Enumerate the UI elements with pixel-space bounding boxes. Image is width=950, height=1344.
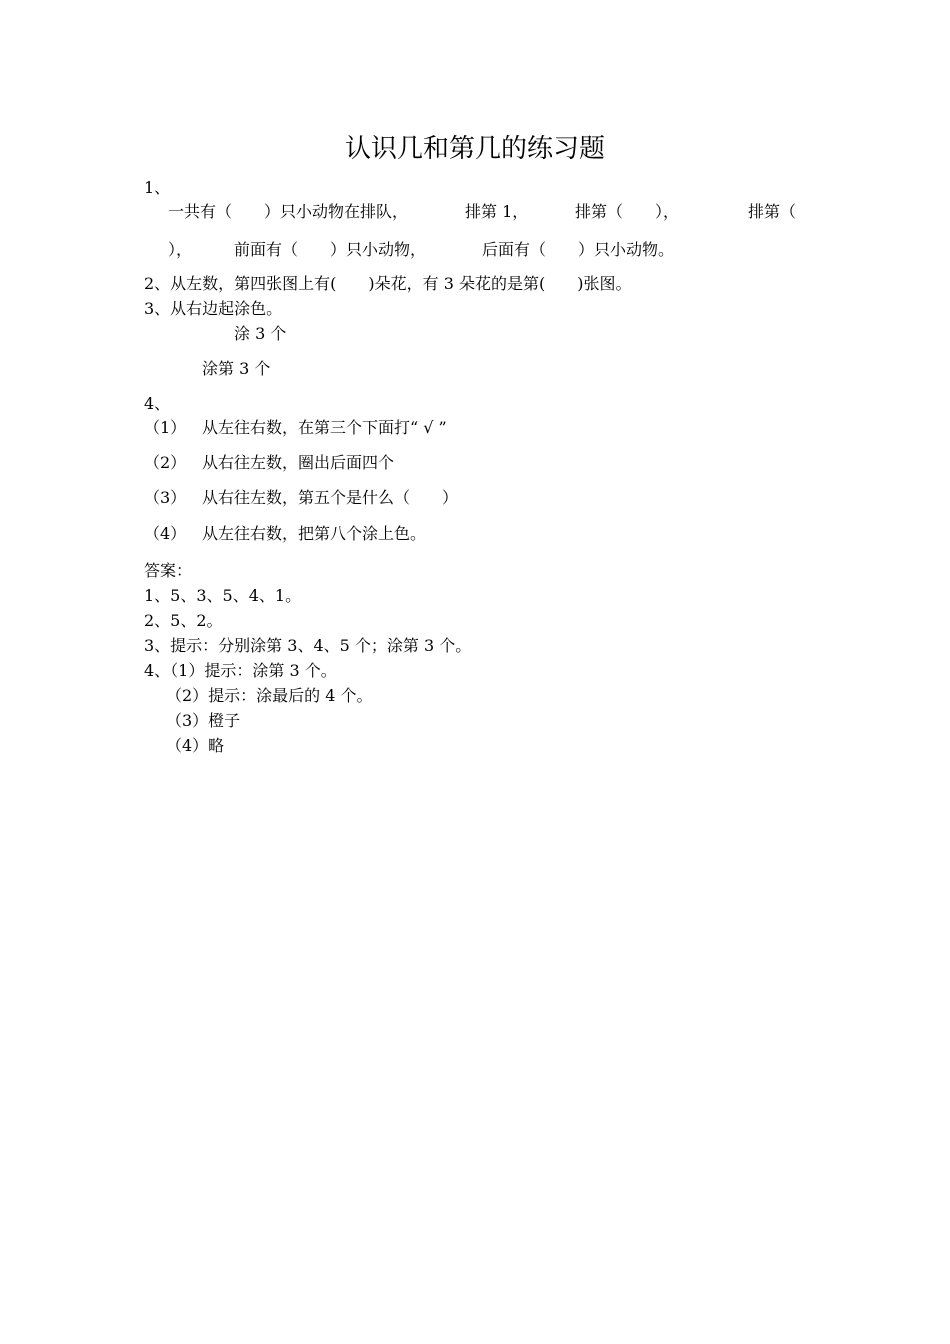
q1-text-total: 一共有（ ）只小动物在排队， bbox=[168, 202, 409, 221]
answer-line: 3、提示：分别涂第 3、4、5 个；涂第 3 个。 bbox=[144, 636, 472, 655]
answer-line: 2、5、2。 bbox=[144, 611, 223, 630]
q4-item-text: 从右往左数，第五个是什么（ ） bbox=[202, 488, 459, 507]
q1-number: 1、 bbox=[144, 178, 171, 197]
answers-heading: 答案： bbox=[144, 561, 193, 580]
q3-task-color-three: 涂 3 个 bbox=[234, 324, 287, 343]
answer-line: （3）橙子 bbox=[166, 711, 241, 730]
answer-line: （2）提示：涂最后的 4 个。 bbox=[166, 686, 373, 705]
q1-text-front: 前面有（ ）只小动物， bbox=[234, 240, 427, 259]
answer-line: 4、（1）提示：涂第 3 个。 bbox=[144, 661, 337, 680]
answer-line: （4）略 bbox=[166, 736, 225, 755]
q4-item-label: （1） bbox=[144, 418, 187, 437]
q3-heading: 3、从右边起涂色。 bbox=[144, 299, 283, 318]
q2-text: 2、从左数，第四张图上有( )朵花，有 3 朵花的是第( )张图。 bbox=[144, 274, 632, 293]
q1-text-position-b-close: ）， bbox=[168, 240, 193, 259]
q4-item-text: 从右往左数，圈出后面四个 bbox=[202, 453, 395, 472]
q1-text-position-a: 排第（ ）， bbox=[575, 202, 680, 221]
answer-line: 1、5、3、5、4、1。 bbox=[144, 586, 302, 605]
q4-item-text: 从左往右数，把第八个涂上色。 bbox=[202, 524, 427, 543]
worksheet-title: 认识几和第几的练习题 bbox=[344, 134, 605, 164]
q4-item-text: 从左往右数，在第三个下面打“ √ ” bbox=[202, 418, 447, 437]
q1-text-position-b: 排第（ bbox=[748, 202, 797, 221]
q1-text-behind: 后面有（ ）只小动物。 bbox=[482, 240, 675, 259]
q3-task-color-third: 涂第 3 个 bbox=[202, 359, 271, 378]
q4-item-label: （2） bbox=[144, 453, 187, 472]
q4-item-label: （4） bbox=[144, 524, 187, 543]
q1-text-first: 排第 1， bbox=[465, 202, 529, 221]
q4-number: 4、 bbox=[144, 394, 171, 413]
q4-item-label: （3） bbox=[144, 488, 187, 507]
